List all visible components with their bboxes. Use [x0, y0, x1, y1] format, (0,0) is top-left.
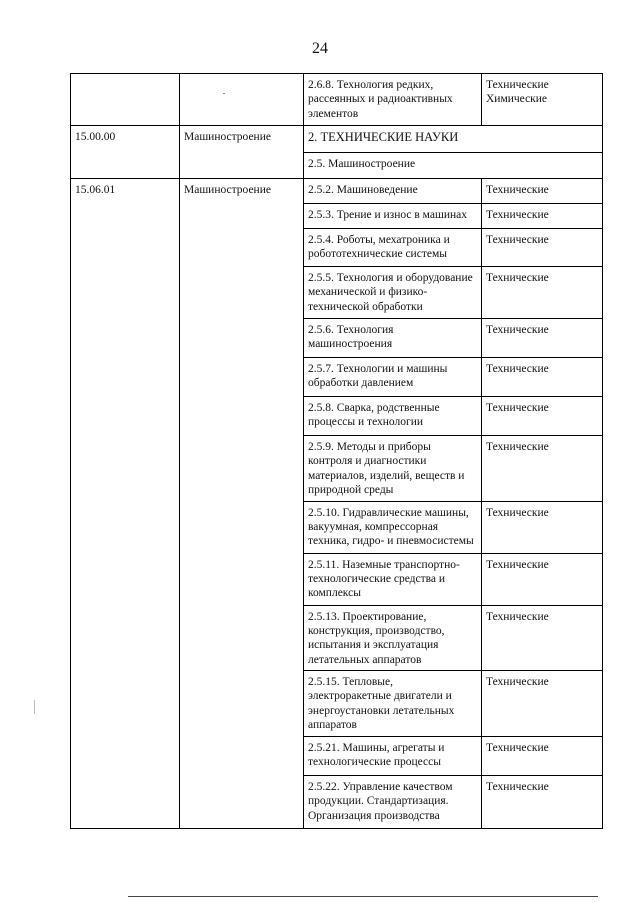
science-item: Химические [486, 93, 548, 106]
table-row [71, 179, 603, 204]
science-branch-cell: 2. ТЕХНИЧЕСКИЕ НАУКИ [304, 126, 603, 153]
science-cell: Технические [482, 605, 603, 671]
table-row [71, 74, 603, 126]
specialty-cell: 2.5.15. Тепловые, электроракетные двигатели и энергоустановки летательных аппаратов [304, 671, 482, 737]
science-item: Технические [486, 79, 549, 91]
specialty-cell: 2.5.3. Трение и износ в машинах [304, 204, 482, 229]
specialty-cell: 2.5.8. Сварка, родственные процессы и технологии [304, 397, 482, 436]
scan-edge-line [128, 896, 598, 897]
specialty-cell: 2.5.5. Технология и оборудование механической и физико-технической обработки [304, 267, 482, 319]
code-cell: 15.06.01 [71, 179, 180, 829]
science-cell: Технические [482, 737, 603, 776]
specialty-cell: 2.5.7. Технологии и машины обработки давлением [304, 358, 482, 397]
science-cell: Технические [482, 397, 603, 436]
code-cell [71, 74, 180, 126]
name-cell [180, 74, 304, 126]
specialty-cell: 2.5.4. Роботы, мехатроника и робототехнические системы [304, 229, 482, 267]
specialties-table [70, 73, 603, 829]
specialty-cell: 2.5.11. Наземные транспортно-технологические средства и комплексы [304, 553, 482, 605]
specialty-cell: 2.5.9. Методы и приборы контроля и диагностики материалов, изделий, веществ и природной среды [304, 436, 482, 502]
name-cell: Машиностроение [180, 126, 304, 179]
science-cell: Технические [482, 671, 603, 737]
science-cell: Технические [482, 204, 603, 229]
science-cell: Технические [482, 553, 603, 605]
specialty-cell: 2.5.6. Технология машиностроения [304, 319, 482, 358]
science-cell: Технические [482, 267, 603, 319]
science-cell: Технические [482, 319, 603, 358]
specialty-cell: 2.5.21. Машины, агрегаты и технологические процессы [304, 737, 482, 776]
page-number: 24 [312, 40, 328, 57]
code-cell: 15.00.00 [71, 126, 180, 179]
name-cell: Машиностроение [180, 179, 304, 829]
science-cell: Технические [482, 501, 603, 553]
scan-mark [34, 700, 35, 714]
specialty-cell: 2.5.13. Проектирование, конструкция, производство, испытания и эксплуатация летательных аппаратов [304, 605, 482, 671]
specialty-cell: 2.5.2. Машиноведение [304, 179, 482, 204]
table-row [71, 126, 603, 153]
specialty-cell: 2.6.8. Технология редких, рассеянных и радиоактивных элементов [304, 74, 482, 126]
specialty-cell: 2.5.10. Гидравлические машины, вакуумная, компрессорная техника, гидро- и пневмосистемы [304, 501, 482, 553]
science-cell: Технические [482, 776, 603, 829]
specialty-cell: 2.5.22. Управление качеством продукции. Стандартизация. Организация производства [304, 776, 482, 829]
science-cell: Технические [482, 358, 603, 397]
science-cell: Технические [482, 436, 603, 502]
subgroup-cell: 2.5. Машиностроение [304, 153, 603, 179]
science-cell: Технические [482, 229, 603, 267]
science-cell: Технические [482, 179, 603, 204]
science-cell [482, 74, 603, 126]
